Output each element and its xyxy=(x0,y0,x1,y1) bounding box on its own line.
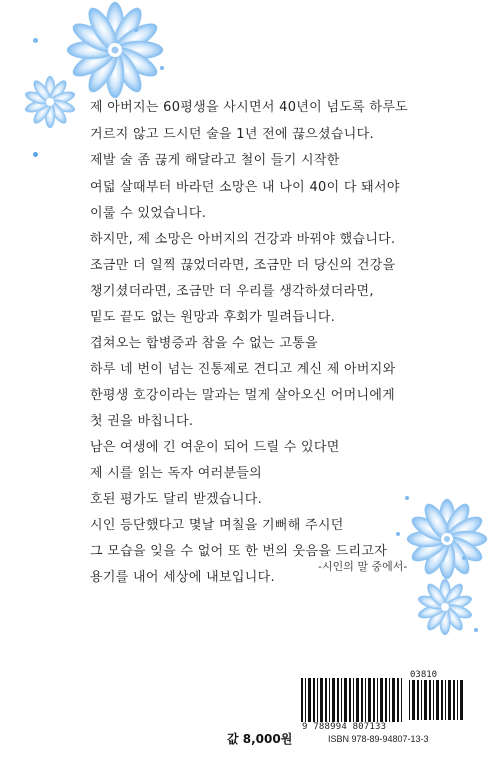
barcode-bar xyxy=(445,680,446,720)
barcode-bar xyxy=(313,678,315,722)
barcode-bar xyxy=(433,680,434,720)
barcode-bar xyxy=(457,680,458,720)
isbn-barcode xyxy=(300,670,470,748)
preface-line: 시인 등단했다고 몇날 며칠을 기뻐해 주시던 xyxy=(90,518,344,533)
barcode-bar xyxy=(373,678,375,722)
flower-decoration-left xyxy=(20,72,80,132)
barcode-bar xyxy=(385,678,387,722)
barcode-bar xyxy=(448,680,451,720)
preface-line: 챙기셨더라면, 조금만 더 우리를 생각하셨더라면, xyxy=(90,284,374,299)
barcode-bar xyxy=(332,678,335,722)
decorative-dot xyxy=(33,152,38,157)
flower-decoration-bottom-right-large xyxy=(400,492,495,587)
barcode-bar xyxy=(329,678,330,722)
barcode-bar xyxy=(308,678,311,722)
decorative-dot xyxy=(160,66,164,70)
preface-line: 조금만 더 일찍 끊었더라면, 조금만 더 당신의 건강을 xyxy=(90,258,396,273)
barcode-ean-digits: 9 788994 807133 xyxy=(302,722,387,732)
barcode-bar xyxy=(412,680,415,720)
barcode-bar xyxy=(305,678,306,722)
barcode-bar xyxy=(344,678,347,722)
barcode-bar xyxy=(377,678,378,722)
decorative-dot xyxy=(33,38,38,43)
barcode-bar xyxy=(349,678,351,722)
preface-line: 제발 술 좀 끊게 해달라고 철이 들기 시작한 xyxy=(90,153,340,168)
preface-line: 거르지 않고 드시던 술을 1년 전에 끊으셨습니다. xyxy=(90,127,374,142)
barcode-bar xyxy=(353,678,354,722)
preface-line: 겹쳐오는 합병증과 참을 수 없는 고통을 xyxy=(90,336,318,351)
preface-line: 하지만, 제 소망은 아버지의 건강과 바꿔야 했습니다. xyxy=(90,232,396,247)
price-label: 값 8,000원 xyxy=(227,732,293,746)
barcode-bar xyxy=(409,680,410,720)
preface-line: 그 모습을 잊을 수 없어 또 한 번의 웃음을 드리고자 xyxy=(90,544,388,559)
barcode-bar xyxy=(320,678,323,722)
preface-line: 한평생 호강이라는 말과는 멀게 살아오신 어머니에게 xyxy=(90,388,396,403)
barcode-bar xyxy=(460,680,463,720)
barcode-bar xyxy=(361,678,363,722)
barcode-bar xyxy=(317,678,318,722)
barcode-bar xyxy=(424,680,427,720)
preface-line: 하루 네 번이 넘는 진통제로 견디고 계신 제 아버지와 xyxy=(90,362,396,377)
isbn-number: ISBN 978-89-94807-13-3 xyxy=(328,734,429,744)
barcode-bar xyxy=(436,680,439,720)
barcode-bars xyxy=(300,678,404,722)
preface-line: 남은 여생에 긴 여운이 되어 드릴 수 있다면 xyxy=(90,440,340,455)
barcode-bar xyxy=(337,678,339,722)
barcode-bar xyxy=(341,678,342,722)
barcode-bar xyxy=(380,678,383,722)
barcode-bar xyxy=(429,680,431,720)
decorative-dot xyxy=(462,556,466,560)
barcode-bar xyxy=(365,678,366,722)
barcode-bar xyxy=(389,678,390,722)
barcode-bar xyxy=(441,680,443,720)
preface-signature: -시인의 말 중에서- xyxy=(318,560,408,573)
preface-line: 호된 평가도 달리 받겠습니다. xyxy=(90,492,263,507)
barcode-bar xyxy=(421,680,422,720)
decorative-dot xyxy=(134,28,138,32)
barcode-bar xyxy=(325,678,327,722)
barcode-bar xyxy=(401,678,402,722)
barcode-bar xyxy=(356,678,359,722)
barcode-bar xyxy=(453,680,455,720)
preface-line: 제 아버지는 60평생을 사시면서 40년이 넘도록 하루도 xyxy=(90,100,409,115)
preface-line: 여덟 살때부터 바라던 소망은 내 나이 40이 다 돼서야 xyxy=(90,180,400,195)
barcode-addon-bars xyxy=(408,680,466,720)
flower-decoration-bottom-right-medium xyxy=(414,576,476,638)
preface-line: 제 시를 읽는 독자 여러분들의 xyxy=(90,466,263,481)
preface-line: 용기를 내어 세상에 내보입니다. xyxy=(90,570,275,585)
barcode-bar xyxy=(301,678,303,722)
barcode-bar xyxy=(392,678,395,722)
decorative-dot xyxy=(405,496,409,500)
preface-line: 이룰 수 있었습니다. xyxy=(90,206,207,221)
barcode-bar xyxy=(417,680,419,720)
decorative-dot xyxy=(474,628,478,632)
preface-line: 밑도 끝도 없는 원망과 후회가 밀려듭니다. xyxy=(90,310,336,325)
decorative-dot xyxy=(396,532,400,536)
barcode-bar xyxy=(368,678,371,722)
barcode-addon-code: 03810 xyxy=(410,670,438,680)
preface-line: 첫 권을 바칩니다. xyxy=(90,414,194,429)
barcode-bar xyxy=(397,678,399,722)
